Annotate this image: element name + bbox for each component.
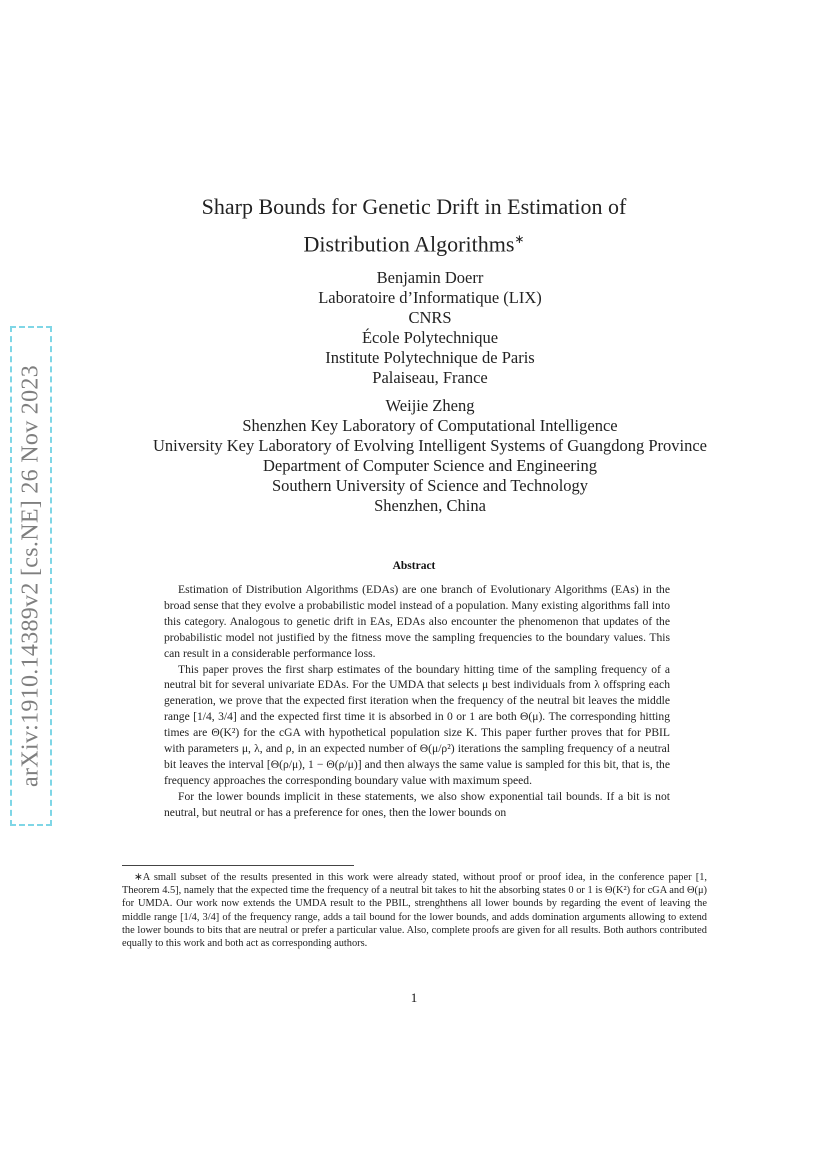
arxiv-id[interactable]: arXiv:1910.14389v2 [cs.NE] 26 Nov 2023 [17, 364, 44, 788]
abstract-heading: Abstract [392, 560, 436, 572]
affiliation-line: Institute Polytechnique de Paris [325, 348, 535, 367]
page-number: 1 [410, 990, 418, 1005]
affiliation-line: Shenzhen Key Laboratory of Computational Intelligence [242, 416, 618, 435]
footnote-rule [122, 865, 354, 866]
abstract-paragraph: This paper proves the first sharp estimates of the boundary hitting time of the sampling frequency of a neutral bit for several univariate EDAs. For the UMDA that selects μ best individuals from λ offspring each generation, we prove that the expected first iteration when the frequency of the neutral bit leaves the middle range [1/4, 3/4] and the expected first time it is absorbed in 0 or 1 are both Θ(μ). The corresponding hitting times are Θ(K²) for the cGA with hypothetical population size K. This paper further proves that for PBIL with parameters μ, λ, and ρ, in an expected number of Θ(μ/ρ²) iterations the sampling frequency of a neutral bit leaves the interval [Θ(ρ/μ), 1 − Θ(ρ/μ)] and then always the same value is sampled for this bit, that is, the frequency approaches the corresponding boundary value with maximum speed. [164, 662, 670, 787]
abstract-body [164, 582, 670, 821]
affiliation-line: Shenzhen, China [374, 496, 486, 515]
paper-title [120, 191, 708, 260]
title-footnote-mark: ∗ [514, 232, 525, 246]
arxiv-stamp[interactable] [10, 326, 52, 826]
affiliation-line: Department of Computer Science and Engineering [262, 456, 597, 475]
author-name: Benjamin Doerr [376, 268, 484, 287]
author-name: Weijie Zheng [385, 396, 475, 415]
footnote: ∗A small subset of the results presented in this work were already stated, without proof or proof idea, in the conference paper [1, Theorem 4.5], namely that the expected time the frequency of a neutral bit takes to hit the absorbing states 0 or 1 is Θ(K²) for cGA and Θ(μ) for UMDA. Our work now extends the UMDA result to the PBIL, strenghthens all lower bounds by regarding the event of leaving the middle range [1/4, 3/4] of the frequency range, adds a tail bound for the lower bounds, and adds domination arguments allowing to extend the lower bounds to bits that are neutral or prefer a particular value. Also, complete proofs are given for all results. Both authors contributed equally to this work and both act as corresponding authors. [122, 872, 707, 950]
affiliation-line: Palaiseau, France [372, 368, 488, 387]
affiliation-line: CNRS [408, 308, 452, 327]
author-block-1 [100, 268, 760, 388]
affiliation-line: École Polytechnique [361, 328, 499, 347]
title-line-1: Sharp Bounds for Genetic Drift in Estimation of [201, 194, 627, 219]
abstract-paragraph: For the lower bounds implicit in these statements, we also show exponential tail bounds. If a bit is not neutral, but neutral or has a preference for ones, then the lower bounds on [164, 789, 670, 819]
abstract-paragraph: Estimation of Distribution Algorithms (EDAs) are one branch of Evolutionary Algorithms (EAs) in the broad sense that they evolve a probabilistic model instead of a population. Many existing algorithms fall into this category. Analogous to genetic drift in EAs, EDAs also encounter the phenomenon that updates of the probabilistic model not justified by the fitness move the sampling frequencies to the boundary values. This can result in a considerable performance loss. [164, 583, 670, 660]
title-line-2: Distribution Algorithms∗ [303, 231, 525, 257]
author-block-2 [100, 396, 760, 516]
affiliation-line: Laboratoire d’Informatique (LIX) [318, 288, 542, 307]
affiliation-line: University Key Laboratory of Evolving Intelligent Systems of Guangdong Province [152, 436, 708, 455]
affiliation-line: Southern University of Science and Technology [271, 476, 589, 495]
